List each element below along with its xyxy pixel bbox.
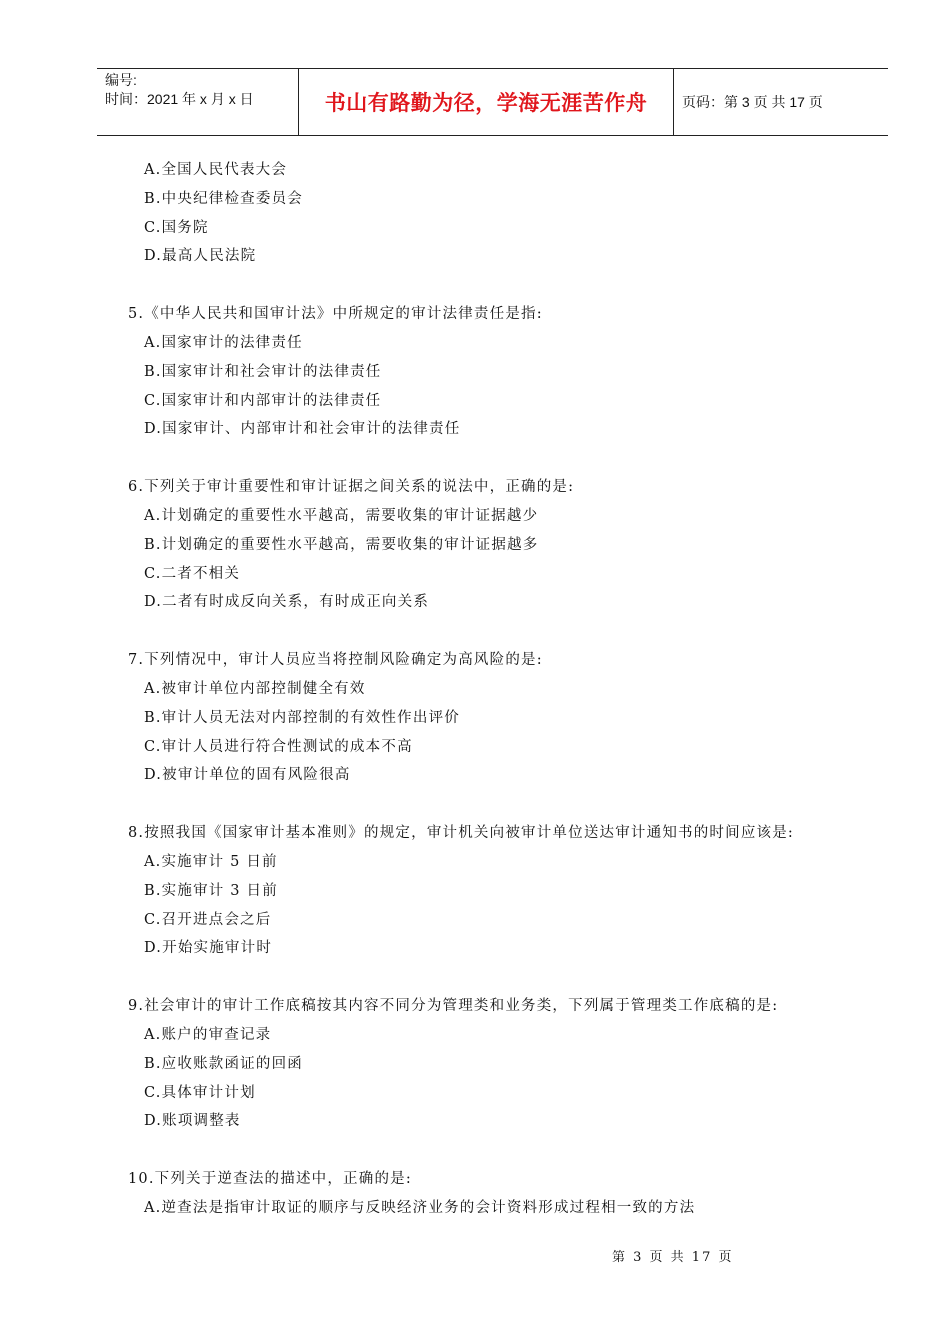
option: A.计划确定的重要性水平越高，需要收集的审计证据越少 (144, 507, 539, 524)
header-meta (97, 69, 299, 135)
option: C.召开进点会之后 (144, 911, 272, 928)
document-time-label: 时间：2021 年 x 月 x 日 (105, 91, 254, 107)
option: D.开始实施审计时 (144, 940, 273, 957)
header-motto: 书山有路勤为径，学海无涯苦作舟 (299, 69, 674, 135)
question-stem: 6.下列关于审计重要性和审计证据之间关系的说法中，正确的是: (128, 479, 575, 496)
option: B.计划确定的重要性水平越高，需要收集的审计证据越多 (144, 536, 539, 553)
question-stem: 7.下列情况中，审计人员应当将控制风险确定为高风险的是: (128, 652, 543, 669)
question-stem: 8.按照我国《国家审计基本准则》的规定，审计机关向被审计单位送达审计通知书的时间应该是: (128, 825, 795, 842)
page-header (97, 68, 888, 136)
option: D.账项调整表 (144, 1113, 241, 1130)
option: A.被审计单位内部控制健全有效 (144, 680, 366, 697)
option: C.国务院 (144, 219, 209, 236)
question-7 (128, 646, 858, 790)
option: B.国家审计和社会审计的法律责任 (144, 363, 382, 380)
page-footer: 第 3 页 共 17 页 (612, 1250, 734, 1265)
option: B.审计人员无法对内部控制的有效性作出评价 (144, 709, 460, 726)
question-8 (128, 819, 858, 963)
option: A.逆查法是指审计取证的顺序与反映经济业务的会计资料形成过程相一致的方法 (144, 1199, 696, 1216)
option: D.二者有时成反向关系，有时成正向关系 (144, 594, 430, 611)
option: A.账户的审查记录 (144, 1026, 272, 1043)
question-stem: 10.下列关于逆查法的描述中，正确的是: (128, 1171, 412, 1188)
header-page-info: 页码：第 3 页 共 17 页 (682, 94, 823, 110)
question-stem: 5.《中华人民共和国审计法》中所规定的审计法律责任是指: (128, 306, 543, 323)
option: C.国家审计和内部审计的法律责任 (144, 392, 382, 409)
question-9 (128, 992, 858, 1136)
option: D.最高人民法院 (144, 248, 257, 265)
option: B.实施审计 3 日前 (144, 882, 278, 899)
document-number-label: 编号: (105, 72, 137, 88)
option: C.二者不相关 (144, 565, 241, 582)
option: A.实施审计 5 日前 (144, 853, 278, 870)
option: D.被审计单位的固有风险很高 (144, 767, 351, 784)
option: C.具体审计计划 (144, 1084, 256, 1101)
option: B.中央纪律检查委员会 (144, 190, 303, 207)
question-5 (128, 300, 858, 444)
document-body (128, 156, 858, 1252)
question-stem: 9.社会审计的审计工作底稿按其内容不同分为管理类和业务类，下列属于管理类工作底稿的是: (128, 998, 779, 1015)
option: C.审计人员进行符合性测试的成本不高 (144, 738, 413, 755)
option: A.全国人民代表大会 (144, 162, 288, 178)
option: D.国家审计、内部审计和社会审计的法律责任 (144, 421, 461, 438)
question-6 (128, 473, 858, 617)
option: B.应收账款函证的回函 (144, 1055, 303, 1072)
question-10 (128, 1165, 858, 1223)
question-4-options (128, 156, 858, 271)
option: A.国家审计的法律责任 (144, 334, 303, 351)
